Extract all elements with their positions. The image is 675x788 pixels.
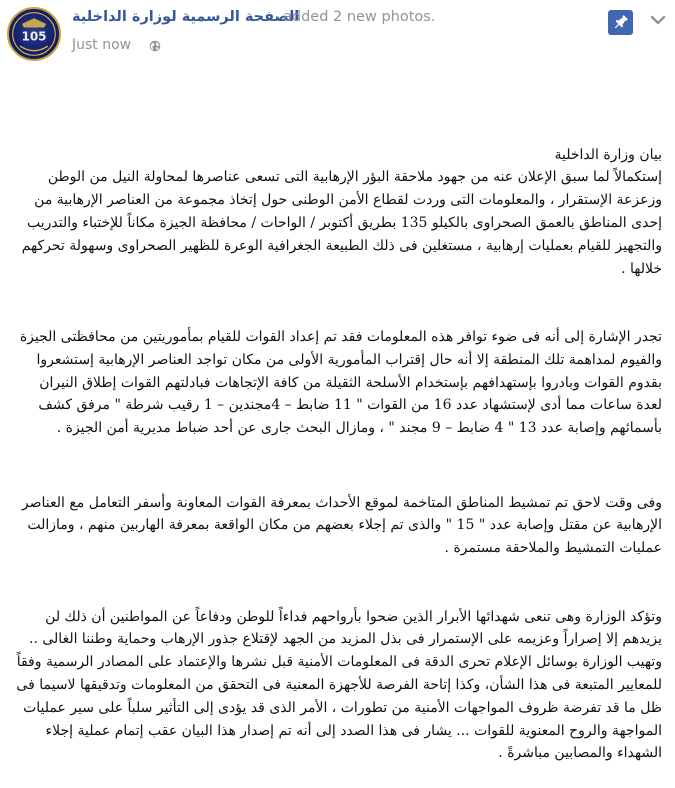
post-paragraph: وفى وقت لاحق تم تمشيط المناطق المتاخمة لموقع الأحداث بمعرفة القوات المعاونة وأسفر التعامل مع العناصر الإرهابية عن مقتل وإصابة عدد " 15 " والذى تم إجلاء بعضهم من مكان الواقعة بمعرفة الهاربين منهم ، ومازالت عمليات التمشيط والملاحقة مستمرة . bbox=[17, 494, 662, 557]
post-action-text: added 2 new photos. bbox=[283, 9, 436, 25]
globe-icon[interactable] bbox=[149, 40, 161, 52]
chevron-down-icon[interactable] bbox=[650, 14, 666, 26]
post-paragraph: بيان وزارة الداخلية إستكمالاً لما سبق الإعلان عنه من جهود ملاحقة البؤر الإرهابية التى تسعى عناصرها لمحاولة النيل من الوطن وزعزعة الإستقرار ، والمعلومات التى وردت لقطاع الأمن الوطنى حول إتخاذ مجموعة من العناصر الإرهابية من إحدى المناطق بالعمق الصحراوى بالكيلو 135 بطريق أكتوبر / الواحات / محافظة الجيزة مكاناً للإختباء والتدريب والتجهيز للقيام بعمليات إرهابية ، مستغلين فى ذلك الطبيعة الجغرافية الوعرة للظهير الصحراوى وسهولة تحركهم خلالها . bbox=[21, 146, 662, 277]
page-avatar[interactable] bbox=[7, 7, 61, 61]
ministry-emblem-icon bbox=[9, 9, 59, 59]
post-body bbox=[11, 98, 662, 788]
post-timestamp[interactable]: Just now bbox=[72, 37, 132, 53]
svg-text:105: 105 bbox=[21, 29, 47, 44]
post-paragraph: وتؤكد الوزارة وهى تنعى شهدائها الأبرار الذين ضحوا بأرواحهم فداءاً للوطن ودفاعاً عن المواطنين أن ذلك لن يزيدهم إلا إصراراً وعزيمه على الإستمرار فى بذل المزيد من الجهد لإقتلاع جذور الإرهاب وحماية وطننا الغالى .. وتهيب الوزارة بوسائل الإعلام تحرى الدقة فى المعلومات الأمنية قبل نشرها والإعتماد على المصادر الرسمية وفقاً للمعايير المتبعة فى هذا الشأن، وكذا إتاحة الفرصة للأجهزة المعنية فى التحقق من المعلومات وتدقيقها لاسيما فى ظل ما قد تفرضة ظروف المواجهات الأمنية من تطورات ، الأمر الذى قد يؤدى إلى التأثير سلباً على سير عمليات المواجهة والروح المعنوية للقوات ... يشار فى هذا الصدد إلى أنه تم إصدار هذا البيان عقب إتمام عملية إجلاء الشهداء والمصابين مباشرةً . bbox=[11, 608, 662, 762]
pin-icon bbox=[608, 10, 633, 35]
post-header bbox=[0, 0, 675, 66]
post-paragraph: تجدر الإشارة إلى أنه فى ضوء توافر هذه المعلومات فقد تم إعداد القوات للقيام بمأموريتين من محافظتى الجيزة والفيوم لمداهمة تلك المنطقة إلا أنه حال إقتراب المأمورية الأولى من مكان تواجد العناصر الإرهابية إستشعروا بقدوم القوات وبادروا بإستهدافهم بإستخدام الأسلحة الثقيلة من كافة الإتجاهات فبادلتهم القوات إطلاق النيران لعدة ساعات مما أدى لإستشهاد عدد 16 من القوات " 11 ضابط – 4مجندين – 1 رقيب شرطة " مرفق كشف بأسمائهم وإصابة عدد 13 " 4 ضابط – 9 مجند " ، ومازال البحث جارى عن أحد ضباط مديرية أمن الجيزة . bbox=[15, 328, 662, 437]
pin-post-button[interactable] bbox=[608, 10, 633, 35]
page-name-link[interactable]: الصفحة الرسمية لوزارة الداخلية bbox=[72, 9, 300, 25]
